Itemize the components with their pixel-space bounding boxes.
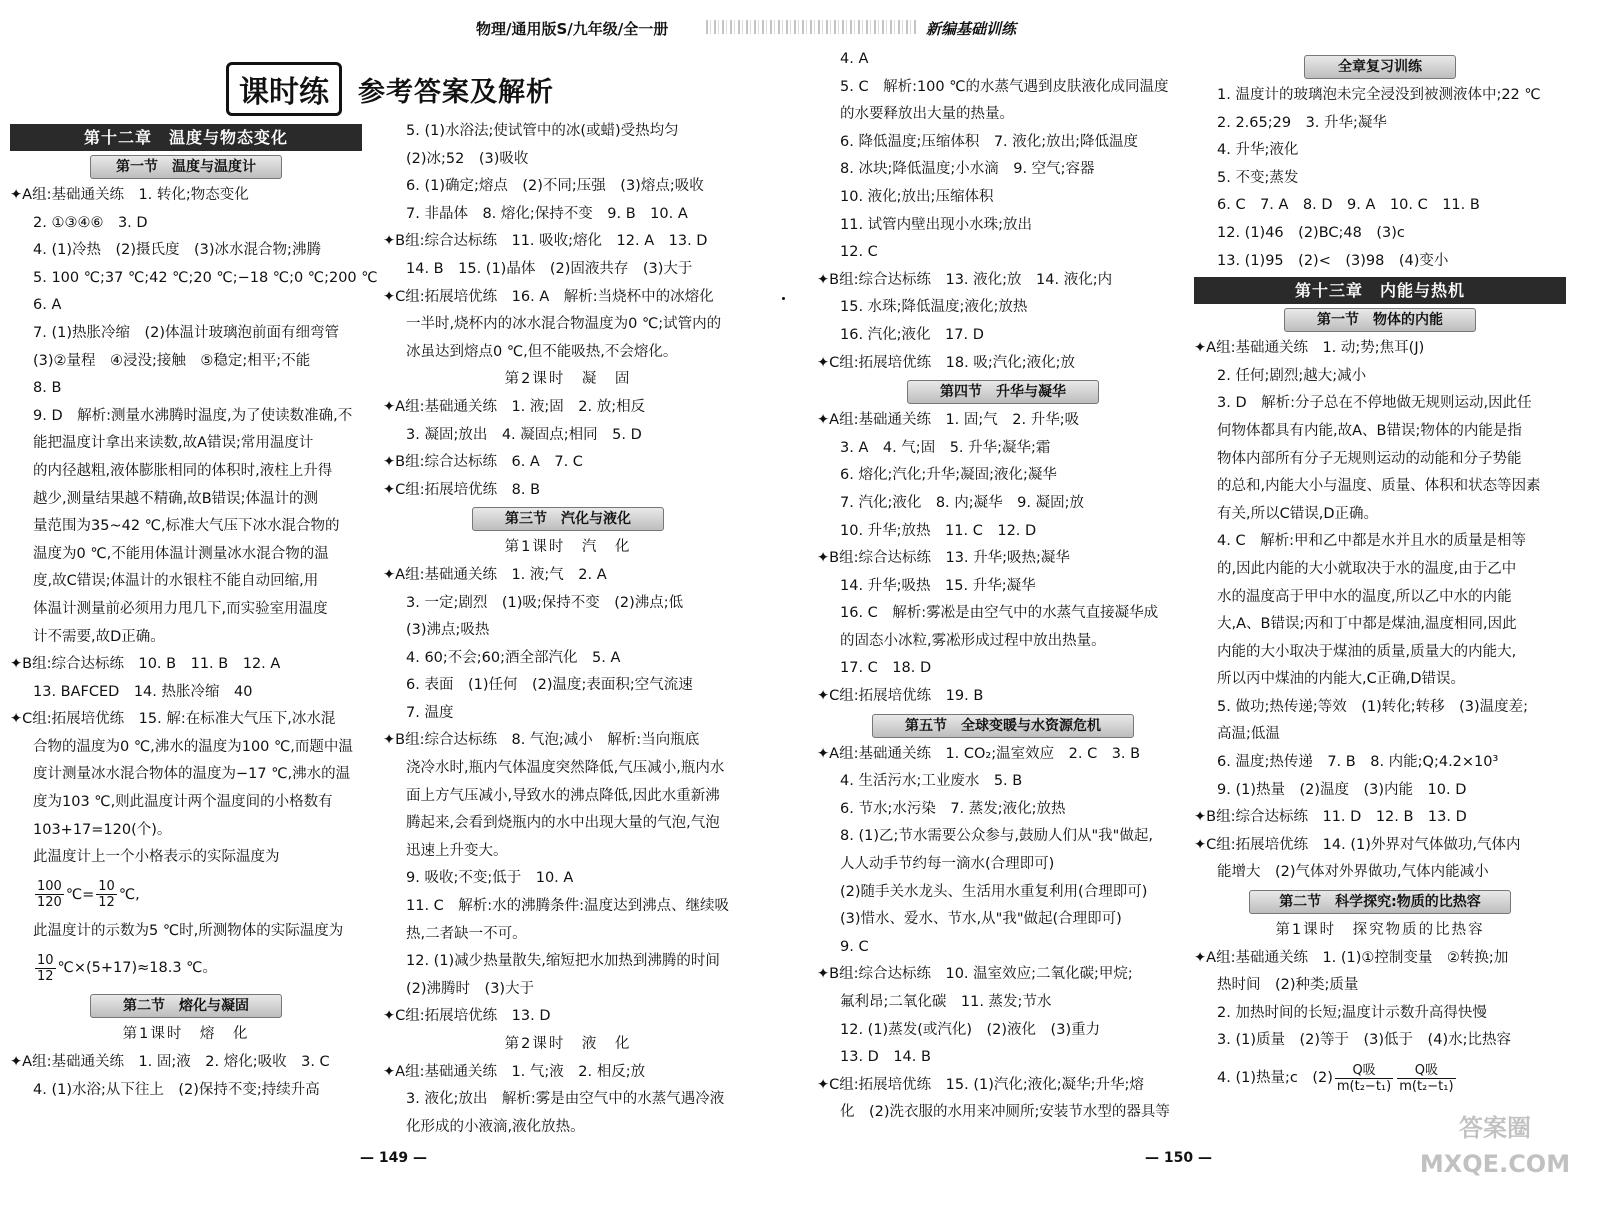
answer-line: 量范围为35~42 ℃,标准大气压下冰水混合物的 (33, 518, 340, 535)
answer-line: ✦B组:综合达标练 11. 吸收;熔化 12. A 13. D (383, 233, 708, 250)
answer-line: 9. 吸收;不变;低于 10. A (406, 870, 574, 887)
fraction-numerator: 10 (98, 879, 115, 895)
answer-line: 3. 凝固;放出 4. 凝固点;相同 5. D (406, 426, 642, 443)
answer-line: 的固态小冰粒,雾凇形成过程中放出热量。 (840, 632, 1106, 649)
answer-line: 4. (1)冷热 (2)摄氏度 (3)冰水混合物;沸腾 (33, 242, 321, 259)
answer-line: ✦A组:基础通关练 1. 液;气 2. A (383, 566, 607, 583)
answer-line: 的水要释放出大量的热量。 (840, 106, 1014, 123)
answer-line: 8. (1)乙;节水需要公众参与,鼓励人们从"我"做起, (840, 828, 1153, 845)
answer-line: 14. 升华;吸热 15. 升华;凝华 (840, 577, 1036, 594)
lesson-subheading: 第2课时 液 化 (504, 1036, 632, 1052)
formula-line (10, 945, 362, 991)
answer-line: 3. (1)质量 (2)等于 (3)低于 (4)水;比热容 (1217, 1032, 1511, 1049)
formula-text: ℃= (65, 886, 95, 903)
answer-line: 体温计测量前必须用力甩几下,而实验室用温度 (33, 600, 328, 617)
section-heading: 全章复习训练 (1304, 55, 1456, 79)
answer-line: 热,二者缺一不可。 (406, 925, 527, 942)
answer-line: 8. 冰块;降低温度;小水滴 9. 空气;容器 (840, 161, 1095, 178)
answer-line: 3. 液化;放出 解析:雾是由空气中的水蒸气遇冷液 (406, 1091, 725, 1108)
answer-line: 浇冷水时,瓶内气体温度突然降低,气压减小,瓶内水 (406, 760, 725, 777)
answer-line: ✦C组:拓展培优练 15. (1)汽化;液化;凝华;升华;熔 (817, 1076, 1144, 1093)
fraction-denominator: m(t₂−t₁) (1399, 1078, 1454, 1094)
answer-line: 2. 加热时间的长短;温度计示数升高得快慢 (1217, 1004, 1487, 1021)
answer-line: 腾起来,会看到烧瓶内的水中出现大量的气泡,气泡 (406, 815, 720, 832)
answer-line: (3)沸点;吸热 (406, 622, 490, 639)
answer-line: 6. 温度;热传递 7. B 8. 内能;Q;4.2×10³ (1217, 754, 1499, 771)
answer-line: 7. (1)热胀冷缩 (2)体温计玻璃泡前面有细弯管 (33, 324, 340, 341)
answer-line: ✦C组:拓展培优练 14. (1)外界对气体做功,气体内 (1194, 836, 1521, 853)
answer-line: 一半时,烧杯内的冰水混合物温度为0 ℃;试管内的 (406, 316, 722, 333)
answer-line: 5. (1)水浴法;使试管中的冰(或蜡)受热均匀 (406, 123, 679, 139)
answer-line: ✦A组:基础通关练 1. 固;液 2. 熔化;吸收 3. C (10, 1054, 330, 1071)
answer-line: 2. 2.65;29 3. 升华;凝华 (1217, 114, 1387, 131)
answer-line: 何物体都具有内能,故A、B错误;物体的内能是指 (1217, 422, 1522, 439)
answer-line: ✦A组:基础通关练 1. 气;液 2. 相反;放 (383, 1063, 646, 1080)
watermark-text: 答案圈 MXQE.COM (1419, 1114, 1571, 1178)
fraction-numerator: 10 (37, 952, 54, 968)
section-heading: 第二节 科学探究:物质的比热容 (1249, 890, 1511, 914)
answer-line: ✦B组:综合达标练 10. 温室效应;二氧化碳;甲烷; (817, 966, 1133, 983)
answer-line: ✦A组:基础通关练 1. 动;势;焦耳(J) (1194, 340, 1425, 357)
fraction (1335, 1063, 1393, 1094)
lesson-subheading: 第1课时 熔 化 (122, 1026, 250, 1043)
answer-line: 11. 试管内壁出现小水珠;放出 (840, 216, 1033, 233)
answer-line: 9. D 解析:测量水沸腾时温度,为了使读数准确,不 (33, 407, 353, 424)
answer-line: 10. 升华;放热 11. C 12. D (840, 522, 1037, 539)
section-heading: 第三节 汽化与液化 (472, 507, 664, 531)
fraction (35, 879, 64, 910)
answer-line: 10. 液化;放出;压缩体积 (840, 188, 994, 205)
answer-line: 15. 水珠;降低温度;液化;放热 (840, 299, 1028, 316)
answer-line: ✦B组:综合达标练 6. A 7. C (383, 454, 583, 471)
answer-line: (2)随手关水龙头、生活用水重复利用(合理即可) (840, 883, 1148, 900)
answer-line: 13. BAFCED 14. 热胀冷缩 40 (33, 683, 253, 700)
answer-line: 度计测量冰水混合物体的温度为−17 ℃,沸水的温 (33, 766, 351, 783)
answer-line: 迅速上升变大。 (406, 842, 508, 859)
answer-line: ✦C组:拓展培优练 16. A 解析:当烧杯中的冰熔化 (383, 288, 714, 305)
formula-line (1194, 1055, 1566, 1101)
lesson-subheading: 第1课时 汽 化 (504, 539, 632, 556)
section-heading: 第一节 温度与温度计 (90, 155, 282, 179)
header-barcode (706, 20, 916, 34)
answer-line: 6. C 7. A 8. D 9. A 10. C 11. B (1217, 197, 1480, 214)
answer-line: 大,A、B错误;丙和丁中都是煤油,温度相同,因此 (1217, 616, 1517, 633)
answer-line: 高温;低温 (1217, 726, 1280, 743)
answer-line: 化 (2)洗衣服的水用来冲厕所;安装节水型的器具等 (840, 1104, 1170, 1121)
answer-line: 人人动手节约每一滴水(合理即可) (840, 856, 1055, 873)
watermark-logo (1410, 1110, 1580, 1190)
answer-line: 6. 降低温度;压缩体积 7. 液化;放出;降低温度 (840, 133, 1139, 150)
answer-line: ✦C组:拓展培优练 13. D (383, 1008, 551, 1025)
page-number-left: — 149 — (360, 1150, 427, 1166)
chapter-heading: 第十二章 温度与物态变化 (10, 124, 362, 151)
formula-text: 4. (1)热量;c (2) (1217, 1070, 1333, 1086)
fraction (1397, 1063, 1455, 1094)
answer-line: 8. B (33, 380, 62, 397)
answer-line: 7. 温度 (406, 704, 454, 721)
answer-line: 4. A (840, 51, 869, 67)
answer-line: 化形成的小液滴,液化放热。 (406, 1118, 585, 1135)
answer-line: (2)沸腾时 (3)大于 (406, 980, 535, 997)
answer-line: ✦C组:拓展培优练 19. B (817, 688, 984, 705)
lesson-subheading: 第1课时 探究物质的比热容 (1275, 922, 1485, 939)
answer-line: 6. A (33, 297, 62, 314)
answer-line: 有关,所以C错误,D正确。 (1217, 505, 1379, 522)
answer-line: 4. 升华;液化 (1217, 142, 1299, 159)
answer-line: ✦B组:综合达标练 8. 气泡;减小 解析:当向瓶底 (383, 732, 700, 749)
answer-line: ✦C组:拓展培优练 18. 吸;汽化;液化;放 (817, 354, 1075, 371)
scan-dot (782, 297, 785, 300)
answer-line: 此温度计上一个小格表示的实际温度为 (33, 849, 280, 866)
fraction-denominator: m(t₂−t₁) (1336, 1078, 1392, 1094)
answer-line: 5. C 解析:100 ℃的水蒸气遇到皮肤液化成同温度 (840, 78, 1169, 95)
answer-line: 7. 非晶体 8. 熔化;保持不变 9. B 10. A (406, 205, 688, 222)
answer-line: 12. (1)蒸发(或汽化) (2)液化 (3)重力 (840, 1021, 1101, 1038)
answer-line: ✦A组:基础通关练 1. (1)①控制变量 ②转换;加 (1194, 949, 1509, 966)
header-brand: 新编基础训练 (926, 20, 1017, 38)
fraction-denominator: 12 (98, 895, 115, 911)
answer-line: 13. D 14. B (840, 1049, 931, 1066)
answer-line: 5. 100 ℃;37 ℃;42 ℃;20 ℃;−18 ℃;0 ℃;200 ℃ (33, 269, 378, 286)
section-heading: 第一节 物体的内能 (1284, 308, 1476, 332)
page-header (476, 18, 1017, 39)
answer-line: 6. 节水;水污染 7. 蒸发;液化;放热 (840, 800, 1066, 817)
fraction-numerator: 100 (37, 879, 62, 895)
answer-line: 3. D 解析:分子总在不停地做无规则运动,因此任 (1217, 395, 1532, 412)
answer-line: 13. (1)95 (2)< (3)98 (4)变小 (1217, 252, 1449, 269)
answer-line: 合物的温度为0 ℃,沸水的温度为100 ℃,而题中温 (33, 738, 353, 755)
answer-line: ✦A组:基础通关练 1. 液;固 2. 放;相反 (383, 398, 646, 415)
answer-line: 的,因此内能的大小就取决于水的温度,由于乙中 (1217, 560, 1517, 577)
answer-line: ✦B组:综合达标练 13. 液化;放 14. 液化;内 (817, 271, 1113, 288)
answer-line: 度,故C错误;体温计的水银柱不能自动回缩,用 (33, 573, 319, 590)
answer-line: 越少,测量结果越不精确,故B错误;体温计的测 (33, 490, 319, 507)
chapter-heading: 第十三章 内能与热机 (1194, 277, 1566, 304)
answer-line: ✦A组:基础通关练 1. 固;气 2. 升华;吸 (817, 412, 1080, 429)
answer-line: 12. (1)减少热量散失,缩短把水加热到沸腾的时间 (406, 953, 720, 970)
fraction (96, 879, 117, 910)
answer-line: 6. (1)确定;熔点 (2)不同;压强 (3)熔点;吸收 (406, 178, 704, 195)
answer-line: 4. 生活污水;工业废水 5. B (840, 773, 1023, 790)
answer-line: ✦B组:综合达标练 11. D 12. B 13. D (1194, 809, 1467, 826)
answer-line: 温度为0 ℃,不能用体温计测量冰水混合物的温 (33, 545, 329, 562)
answer-line: 4. (1)水浴;从下往上 (2)保持不变;持续升高 (33, 1081, 320, 1098)
answer-line: 12. C (840, 244, 878, 261)
fraction (35, 953, 56, 984)
formula-text: ℃, (118, 886, 140, 903)
answer-line: 面上方气压减小,导致水的沸点降低,因此水重新沸 (406, 787, 720, 804)
answer-line: 能增大 (2)气体对外界做功,气体内能减小 (1217, 864, 1489, 881)
answer-line: 14. B 15. (1)晶体 (2)固液共存 (3)大于 (406, 260, 693, 277)
fraction-denominator: 12 (37, 968, 54, 984)
answer-line: 的内径越粗,液体膨胀相同的体积时,液柱上升得 (33, 462, 333, 479)
answer-line: ✦C组:拓展培优练 15. 解:在标准大气压下,冰水混 (10, 711, 336, 728)
answer-line: 热时间 (2)种类;质量 (1217, 977, 1359, 994)
answer-line: 5. 做功;热传递;等效 (1)转化;转移 (3)温度差; (1217, 698, 1529, 715)
answer-column-3 (817, 46, 1189, 1127)
answer-line: 103+17=120(个)。 (33, 821, 172, 838)
answer-line: 冰虽达到熔点0 ℃,但不能吸热,不会熔化。 (406, 343, 678, 360)
answer-line: 16. C 解析:雾凇是由空气中的水蒸气直接凝华成 (840, 605, 1159, 622)
fraction-numerator: Q吸 (1335, 1063, 1393, 1079)
answer-line: 计不需要,故D正确。 (33, 628, 165, 645)
answer-line: 3. 一定;剧烈 (1)吸;保持不变 (2)沸点;低 (406, 594, 684, 611)
answer-line: 11. C 解析:水的沸腾条件:温度达到沸点、继续吸 (406, 898, 730, 915)
answer-line: ✦A组:基础通关练 1. 转化;物态变化 (10, 187, 249, 203)
answer-line: 4. 60;不会;60;酒全部汽化 5. A (406, 649, 621, 666)
answer-line: ✦A组:基础通关练 1. CO₂;温室效应 2. C 3. B (817, 745, 1141, 762)
answer-line: 所以丙中煤油的内能大,C正确,D错误。 (1217, 671, 1466, 688)
answer-line: ✦C组:拓展培优练 8. B (383, 481, 541, 498)
title-boxed: 课时练 (226, 62, 342, 116)
section-heading: 第四节 升华与凝华 (907, 380, 1099, 404)
answer-line: 12. (1)46 (2)BC;48 (3)c (1217, 224, 1405, 241)
answer-line: (3)惜水、爱水、节水,从"我"做起(合理即可) (840, 911, 1122, 928)
title-rest: 参考答案及解析 (358, 76, 554, 108)
fraction-numerator: Q吸 (1397, 1063, 1455, 1079)
answer-line: 2. 任何;剧烈;越大;减小 (1217, 367, 1367, 384)
answer-line: 度为103 ℃,则此温度计两个温度间的小格数有 (33, 794, 333, 811)
answer-line: 此温度计的示数为5 ℃时,所测物体的实际温度为 (33, 922, 344, 939)
formula-text: ℃×(5+17)≈18.3 ℃。 (57, 960, 217, 977)
answer-line: 内能的大小取决于煤油的质量,质量大的内能大, (1217, 643, 1517, 660)
fraction-denominator: 120 (37, 895, 62, 911)
answer-line: 6. 熔化;汽化;升华;凝固;液化;凝华 (840, 467, 1057, 484)
formula-line (10, 872, 362, 918)
answer-line: 2. ①③④⑥ 3. D (33, 214, 148, 231)
answer-line: 氟利昂;二氧化碳 11. 蒸发;节水 (840, 994, 1052, 1010)
answer-line: 9. C (840, 938, 869, 955)
answer-line: 水的温度高于甲中水的温度,所以乙中水的内能 (1217, 588, 1512, 605)
answer-line: 5. 不变;蒸发 (1217, 169, 1299, 186)
answer-line: 4. C 解析:甲和乙中都是水并且水的质量是相等 (1217, 533, 1526, 550)
page-number-right: — 150 — (1145, 1150, 1212, 1166)
section-heading: 第二节 熔化与凝固 (90, 994, 282, 1018)
answer-line: 16. 汽化;液化 17. D (840, 326, 984, 343)
answer-line: 6. 表面 (1)任何 (2)温度;表面积;空气流速 (406, 677, 693, 694)
answer-line: 能把温度计拿出来读数,故A错误;常用温度计 (33, 435, 314, 452)
answer-line: 的总和,内能大小与温度、质量、体积和状态等因素 (1217, 478, 1541, 495)
answer-line: (3)②量程 ④浸没;接触 ⑤稳定;相平;不能 (33, 352, 311, 369)
answer-line: 9. (1)热量 (2)温度 (3)内能 10. D (1217, 781, 1467, 798)
answer-line: ✦B组:综合达标练 13. 升华;吸热;凝华 (817, 550, 1070, 567)
answer-line: 物体内部所有分子无规则运动的动能和分子势能 (1217, 450, 1522, 467)
answer-line: 7. 汽化;液化 8. 内;凝华 9. 凝固;放 (840, 494, 1084, 511)
main-title (226, 62, 554, 116)
section-heading: 第五节 全球变暖与水资源危机 (872, 714, 1134, 738)
answer-column-4 (1194, 52, 1566, 1101)
answer-column-2 (383, 118, 753, 1141)
answer-line: 1. 温度计的玻璃泡未完全浸没到被测液体中;22 ℃ (1217, 87, 1541, 103)
header-subject: 物理/通用版S/九年级/全一册 (476, 20, 669, 38)
answer-line: 3. A 4. 气;固 5. 升华;凝华;霜 (840, 439, 1051, 456)
answer-column-1 (10, 122, 378, 1104)
answer-line: ✦B组:综合达标练 10. B 11. B 12. A (10, 656, 281, 673)
answer-line: (2)冰;52 (3)吸收 (406, 150, 529, 167)
answer-line: 17. C 18. D (840, 660, 932, 677)
lesson-subheading: 第2课时 凝 固 (504, 371, 632, 388)
